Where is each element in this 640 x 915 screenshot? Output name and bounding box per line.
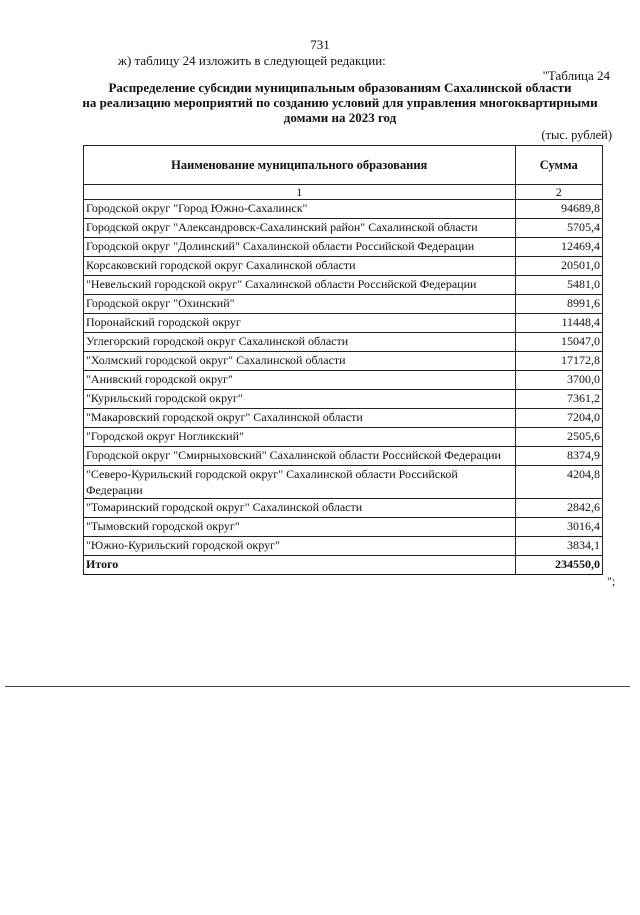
subsidy-amount: 94689,8: [515, 200, 603, 219]
header-sum: Сумма: [515, 146, 603, 185]
municipality-name: "Холмский городской округ" Сахалинской области: [84, 352, 516, 371]
table-body: [84, 185, 603, 575]
table-row: [84, 409, 603, 428]
municipality-name: Городской округ "Александровск-Сахалинский район" Сахалинской области: [84, 219, 516, 238]
table-row: [84, 390, 603, 409]
municipality-name: "Томаринский городской округ" Сахалинской области: [84, 499, 516, 518]
subsidy-amount: 8991,6: [515, 295, 603, 314]
subsidy-amount: 2505,6: [515, 428, 603, 447]
subsidy-table: [83, 145, 603, 575]
horizontal-rule: [5, 686, 630, 687]
document-title: [60, 80, 620, 125]
column-number-1: 1: [84, 185, 516, 200]
table-header-row: [84, 146, 603, 185]
subsidy-amount: 5705,4: [515, 219, 603, 238]
municipality-name: Городской округ "Смирныховский" Сахалинской области Российской Федерации: [84, 447, 516, 466]
column-number-2: 2: [515, 185, 603, 200]
subsidy-amount: 7204,0: [515, 409, 603, 428]
municipality-name: "Курильский городской округ": [84, 390, 516, 409]
total-amount: 234550,0: [515, 556, 603, 575]
subsidy-amount: 20501,0: [515, 257, 603, 276]
subsidy-amount: 3016,4: [515, 518, 603, 537]
subsidy-amount: 2842,6: [515, 499, 603, 518]
municipality-name: Поронайский городской округ: [84, 314, 516, 333]
units-label: (тыс. рублей): [541, 128, 612, 142]
table-row: [84, 371, 603, 390]
municipality-name: "Южно-Курильский городской округ": [84, 537, 516, 556]
municipality-name: "Северо-Курильский городской округ" Сахалинской области Российской Федерации: [84, 466, 516, 499]
subsidy-amount: 11448,4: [515, 314, 603, 333]
municipality-name: Городской округ "Город Южно-Сахалинск": [84, 200, 516, 219]
subsidy-amount: 3700,0: [515, 371, 603, 390]
municipality-name: Городской округ "Охинский": [84, 295, 516, 314]
municipality-name: Углегорский городской округ Сахалинской области: [84, 333, 516, 352]
municipality-name: "Анивский городской округ": [84, 371, 516, 390]
subsidy-amount: 15047,0: [515, 333, 603, 352]
header-name: Наименование муниципального образования: [84, 146, 516, 185]
table-row: [84, 276, 603, 295]
intro-text: ж) таблицу 24 изложить в следующей редакции:: [118, 53, 386, 68]
municipality-name: "Тымовский городской округ": [84, 518, 516, 537]
table-row: [84, 257, 603, 276]
table-row: [84, 295, 603, 314]
table-row: [84, 352, 603, 371]
column-number-row: [84, 185, 603, 200]
subsidy-amount: 8374,9: [515, 447, 603, 466]
table-row: [84, 447, 603, 466]
subsidy-amount: 3834,1: [515, 537, 603, 556]
closing-mark: ";: [607, 574, 616, 588]
subsidy-amount: 7361,2: [515, 390, 603, 409]
title-line-1: Распределение субсидии муниципальным образованиям Сахалинской области: [108, 80, 572, 95]
total-label: Итого: [84, 556, 516, 575]
subsidy-amount: 12469,4: [515, 238, 603, 257]
municipality-name: Корсаковский городской округ Сахалинской области: [84, 257, 516, 276]
total-row: [84, 556, 603, 575]
table-row: [84, 200, 603, 219]
table-row: [84, 428, 603, 447]
table-row: [84, 518, 603, 537]
title-line-2: на реализацию мероприятий по созданию условий для управления многоквартирными: [82, 95, 598, 110]
municipality-name: Городской округ "Долинский" Сахалинской области Российской Федерации: [84, 238, 516, 257]
table-row: [84, 333, 603, 352]
table-row: [84, 219, 603, 238]
municipality-name: "Макаровский городской округ" Сахалинской области: [84, 409, 516, 428]
subsidy-amount: 17172,8: [515, 352, 603, 371]
municipality-name: "Городской округ Ногликский": [84, 428, 516, 447]
subsidy-amount: 4204,8: [515, 466, 603, 499]
table-row: [84, 466, 603, 499]
title-line-3: домами на 2023 год: [283, 110, 397, 125]
page-number: 731: [310, 37, 330, 52]
table-row: [84, 537, 603, 556]
table-row: [84, 238, 603, 257]
table-row: [84, 499, 603, 518]
table-row: [84, 314, 603, 333]
table-label: "Таблица 24: [542, 68, 610, 83]
municipality-name: "Невельский городской округ" Сахалинской области Российской Федерации: [84, 276, 516, 295]
subsidy-amount: 5481,0: [515, 276, 603, 295]
